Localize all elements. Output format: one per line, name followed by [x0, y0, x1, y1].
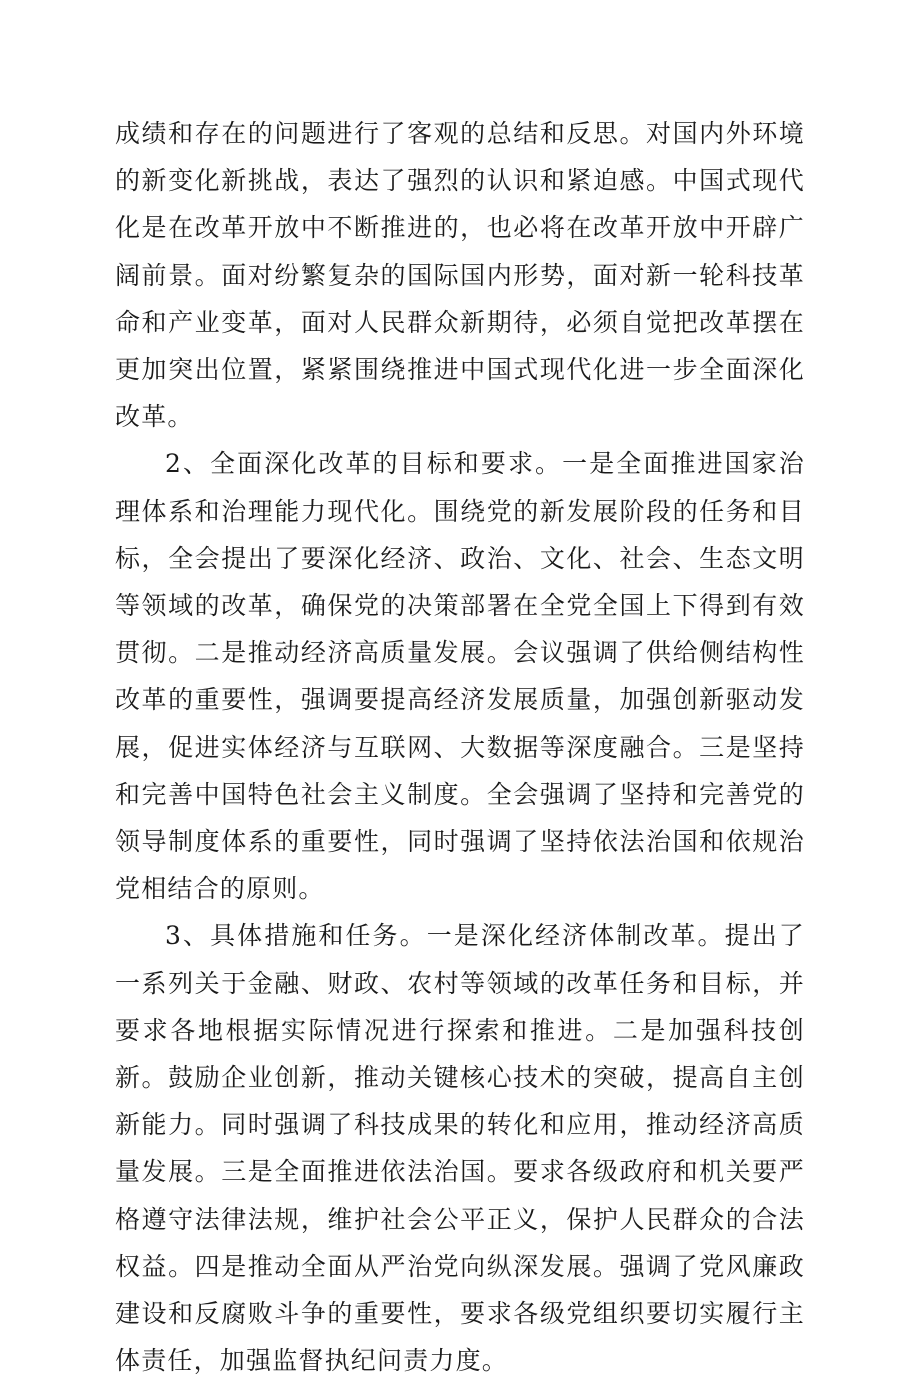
paragraph-measures-tasks: 3、具体措施和任务。一是深化经济体制改革。提出了一系列关于金融、财政、农村等领域的改革任务和目标，并要求各地根据实际情况进行探索和推进。二是加强科技创新。鼓励企业创新，推动关键核心技术的突破，提高自主创新能力。同时强调了科技成果的转化和应用，推动经济高质量发展。三是全面推进依法治国。要求各级政府和机关要严格遵守法律法规，维护社会公平正义，保护人民群众的合法权益。四是推动全面从严治党向纵深发展。强调了党风廉政建设和反腐败斗争的重要性，要求各级党组织要切实履行主体责任，加强监督执纪问责力度。	[115, 921, 805, 1376]
document-body	[115, 110, 805, 1384]
paragraph-reform-goals: 2、全面深化改革的目标和要求。一是全面推进国家治理体系和治理能力现代化。围绕党的新发展阶段的任务和目标，全会提出了要深化经济、政治、文化、社会、生态文明等领域的改革，确保党的决策部署在全党全国上下得到有效贯彻。二是推动经济高质量发展。会议强调了供给侧结构性改革的重要性，强调要提高经济发展质量，加强创新驱动发展，促进实体经济与互联网、大数据等深度融合。三是坚持和完善中国特色社会主义制度。全会强调了坚持和完善党的领导制度体系的重要性，同时强调了坚持依法治国和依规治党相结合的原则。	[115, 449, 805, 904]
paragraph-continuation: 成绩和存在的问题进行了客观的总结和反思。对国内外环境的新变化新挑战，表达了强烈的认识和紧迫感。中国式现代化是在改革开放中不断推进的，也必将在改革开放中开辟广阔前景。面对纷繁复杂的国际国内形势，面对新一轮科技革命和产业变革，面对人民群众新期待，必须自觉把改革摆在更加突出位置，紧紧围绕推进中国式现代化进一步全面深化改革。	[115, 119, 805, 432]
